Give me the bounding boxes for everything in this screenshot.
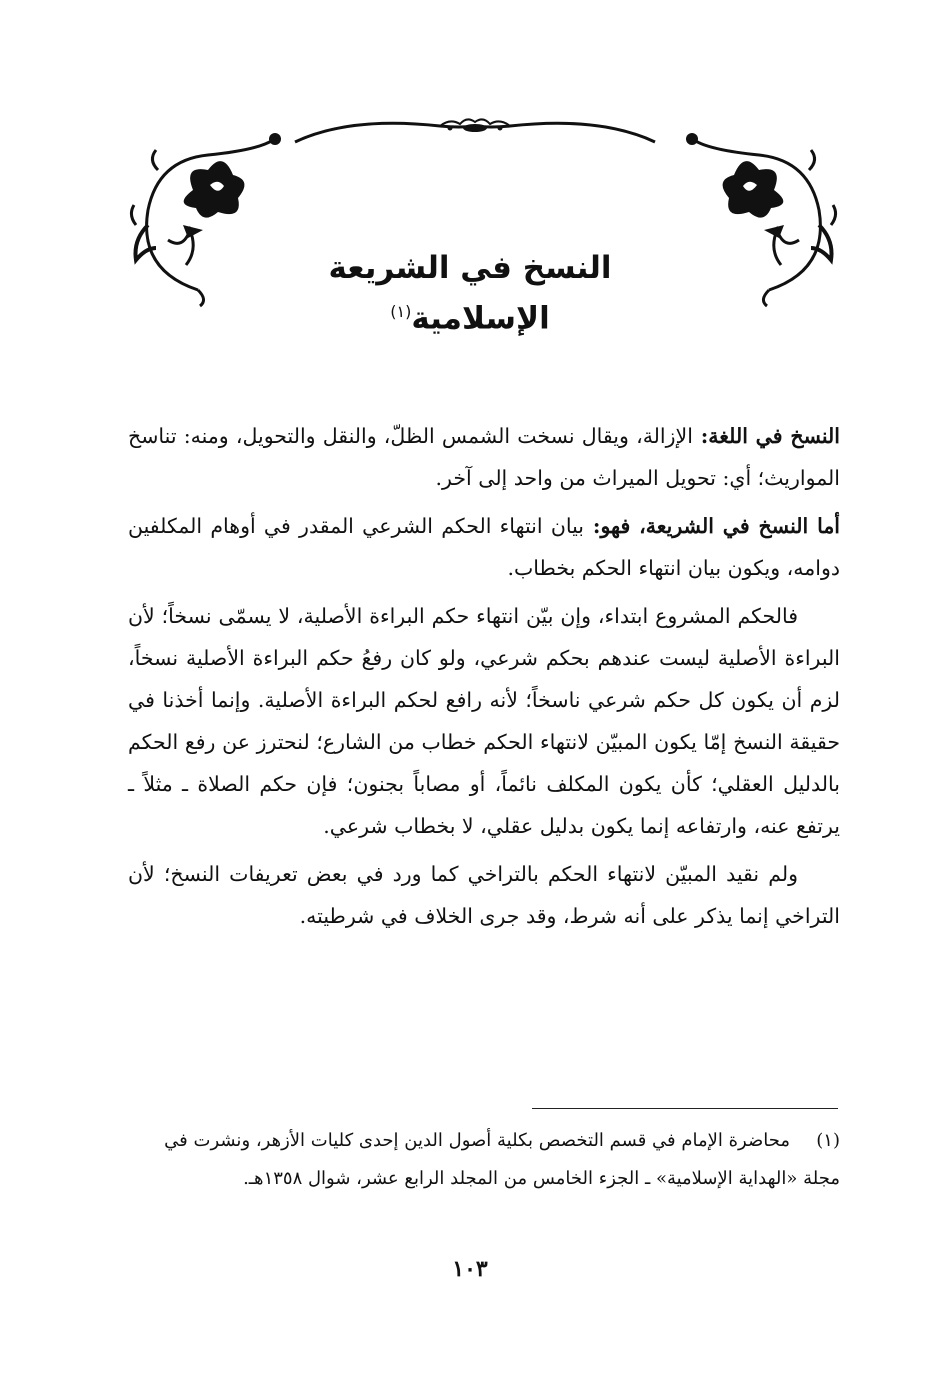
term-heading: أما النسخ في الشريعة، فهو: xyxy=(584,514,840,538)
paragraph xyxy=(128,853,840,937)
paragraph xyxy=(128,505,840,589)
corner-ornament-left xyxy=(664,130,839,310)
paragraph-text: فالحكم المشروع ابتداء، وإن بيّن انتهاء حكم البراءة الأصلية، لا يسمّى نسخاً؛ لأن البراءة الأصلية ليست عندهم بحكم شرعي، ولو كان رفعُ حكم البراءة الأصلية نسخاً، لزم أن يكون كل حكم شرعي ناسخاً؛ لأنه رافع لحكم البراءة الأصلية. وإنما أخذنا في حقيقة النسخ إمّا يكون المبيّن لانتهاء الحكم خطاب من الشارع؛ لنحترز عن رفع الحكم بالدليل العقلي؛ كأن يكون المكلف نائماً، أو مصاباً بجنون؛ فإن حكم الصلاة ـ مثلاً ـ يرتفع عنه، وارتفاعه إنما يكون بدليل عقلي، لا بخطاب شرعي. xyxy=(128,604,840,838)
top-ornament xyxy=(290,112,660,150)
footnote-text: محاضرة الإمام في قسم التخصص بكلية أصول الدين إحدى كليات الأزهر، ونشرت في مجلة «الهداية الإسلامية» ـ الجزء الخامس من المجلد الرابع عشر، شوال ١٣٥٨هـ. xyxy=(164,1130,840,1189)
paragraph xyxy=(128,595,840,847)
footnote xyxy=(128,1122,840,1198)
footnote-separator xyxy=(532,1108,838,1109)
page-title xyxy=(250,246,690,340)
term-heading: النسخ في اللغة: xyxy=(692,424,841,448)
page-number: ١٠٣ xyxy=(452,1256,488,1282)
paragraph xyxy=(128,415,840,499)
body-text xyxy=(128,415,840,943)
title-text: النسخ في الشريعة الإسلامية xyxy=(328,250,612,337)
paragraph-text: بيان انتهاء الحكم الشرعي المقدر في أوهام المكلفين دوامه، ويكون بيان انتهاء الحكم بخطاب. xyxy=(128,514,840,580)
footnote-number: (١) xyxy=(816,1130,840,1151)
title-footnote-marker: (١) xyxy=(390,302,412,321)
paragraph-text: ولم نقيد المبيّن لانتهاء الحكم بالتراخي كما ورد في بعض تعريفات النسخ؛ لأن التراخي إنما يذكر على أنه شرط، وقد جرى الخلاف في شرطيته. xyxy=(128,862,840,928)
paragraph-text: الإزالة، ويقال نسخت الشمس الظلّ، والنقل والتحويل، ومنه: تناسخ المواريث؛ أي: تحويل الميراث من واحد إلى آخر. xyxy=(128,424,840,490)
